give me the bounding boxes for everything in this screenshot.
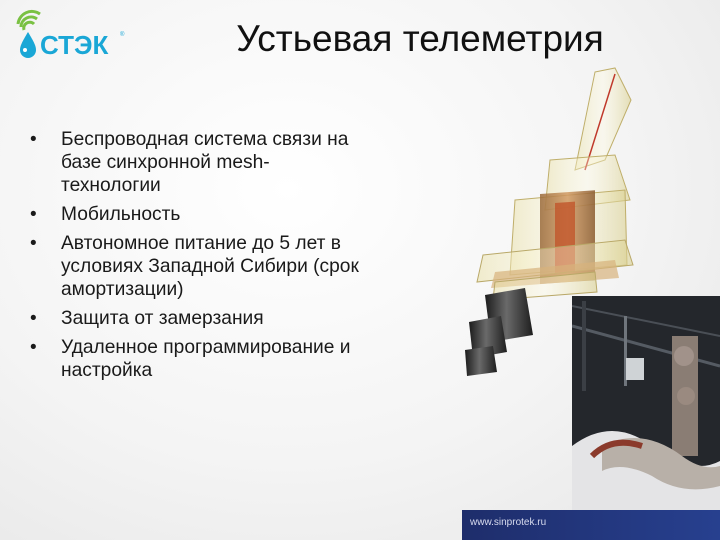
bullet-item (28, 307, 408, 330)
wifi-drop-icon (10, 6, 130, 64)
bullet-text: Беспроводная система связи на (61, 129, 349, 150)
bullet-text: Защита от замерзания (61, 308, 264, 329)
bullet-text: Автономное питание до 5 лет в (61, 233, 341, 254)
bullet-icon: • (30, 308, 37, 329)
bullet-text: условиях Западной Сибири (срок (61, 256, 359, 277)
bullet-icon: • (30, 233, 37, 254)
slide-title: Устьевая телеметрия (236, 18, 604, 59)
bullet-text: настройка (61, 360, 153, 381)
bullet-list (28, 128, 408, 388)
bullet-icon: • (30, 129, 37, 150)
bullet-icon: • (30, 337, 37, 358)
bullet-text: амортизации) (61, 279, 184, 300)
bullet-item (28, 203, 408, 226)
bullet-item (28, 336, 408, 382)
footer-url-link[interactable]: www.sinprotek.ru (470, 517, 547, 528)
company-logo (10, 6, 130, 64)
registered-mark: ® (120, 32, 125, 38)
field-installation-photo (572, 296, 720, 540)
bullet-item (28, 232, 408, 301)
bullet-icon: • (30, 204, 37, 225)
logo-text: СТЭК (40, 30, 109, 60)
bullet-text: Мобильность (61, 204, 181, 225)
bullet-text: технологии (61, 175, 161, 196)
bullet-text: Удаленное программирование и (61, 337, 351, 358)
bullet-item (28, 128, 408, 197)
bullet-text: базе синхронной mesh- (61, 152, 270, 173)
